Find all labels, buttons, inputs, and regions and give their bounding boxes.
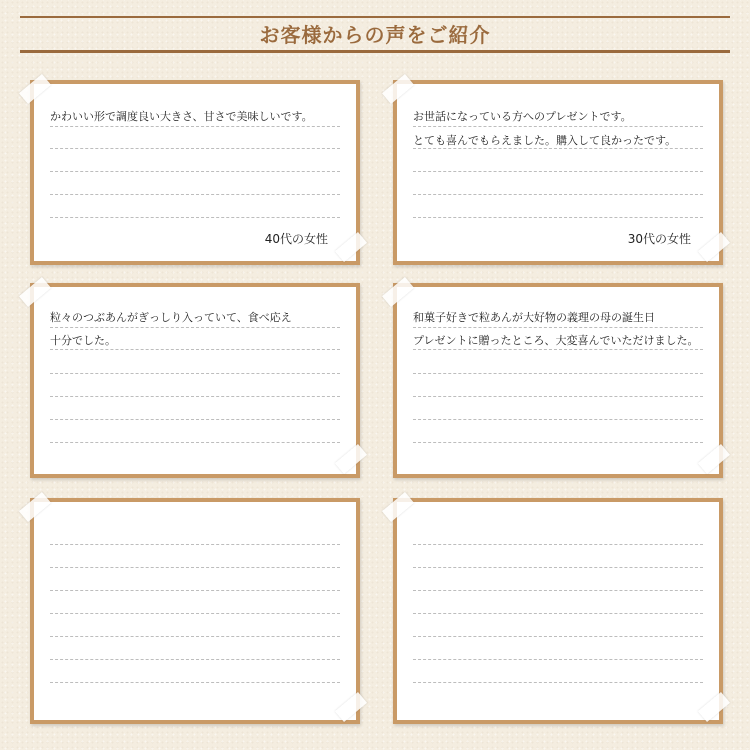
reviewer-signature: 40代の女性 (264, 232, 328, 246)
review-card-4 (393, 283, 723, 478)
review-card-5 (30, 498, 360, 724)
header-rule-bottom (20, 50, 730, 53)
page-title: お客様からの声をご紹介 (259, 23, 491, 47)
review-text-line: とても喜んでもらえました。購入して良かったです。 (413, 134, 677, 147)
ruled-lines (50, 502, 340, 720)
review-card-3 (30, 283, 360, 478)
ruled-lines (413, 502, 703, 720)
reviewer-signature: 30代の女性 (627, 232, 691, 246)
review-card-2 (393, 80, 723, 265)
review-text-line: プレゼントに贈ったところ、大変喜んでいただけました。 (413, 334, 699, 347)
review-text-line: 粒々のつぶあんがぎっしり入っていて、食べ応え (50, 311, 292, 324)
review-text-line: 十分でした。 (50, 334, 116, 347)
review-card-6 (393, 498, 723, 724)
header-rule-top (20, 16, 730, 18)
review-text-line: かわいい形で調度良い大きさ、甘さで美味しいです。 (50, 110, 313, 123)
review-card-1 (30, 80, 360, 265)
review-text-line: 和菓子好きで粒あんが大好物の義理の母の誕生日 (413, 311, 655, 324)
review-text-line: お世話になっている方へのプレゼントです。 (413, 110, 632, 123)
